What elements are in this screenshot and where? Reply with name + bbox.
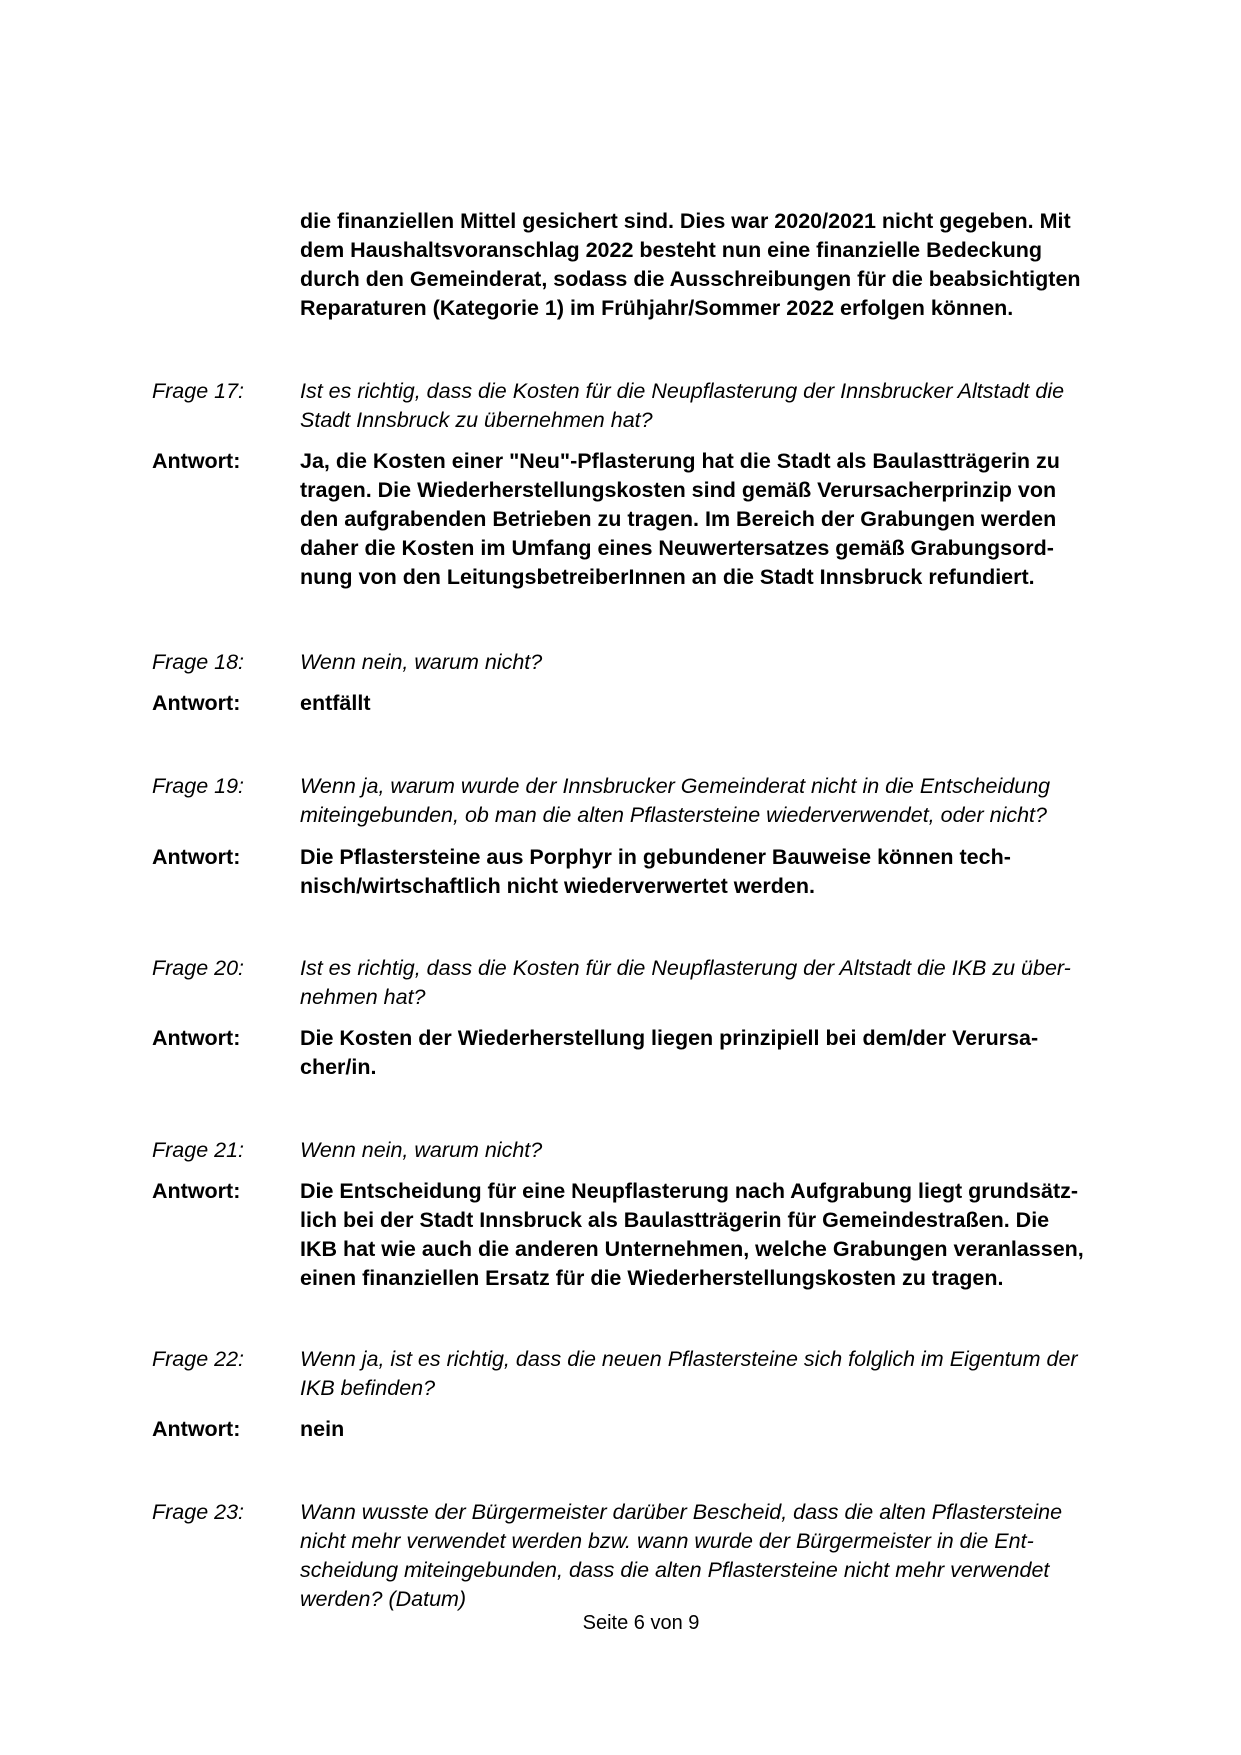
- answer-text: [300, 1415, 1132, 1444]
- answer-line: Die Entscheidung für eine Neupflasterung nach Aufgrabung liegt grundsätz-: [300, 1179, 1079, 1203]
- question-label: Frage 19:: [152, 774, 245, 798]
- question-text: [300, 648, 1132, 677]
- lead-paragraph: [300, 207, 1130, 323]
- question-line: Ist es richtig, dass die Kosten für die Neupflasterung der Innsbrucker Altstadt die: [300, 379, 1065, 403]
- answer-line: tragen. Die Wiederherstellungskosten sind gemäß Verursacherprinzip von: [300, 478, 1057, 502]
- question-label: Frage 23:: [152, 1500, 245, 1524]
- question-text: [300, 1345, 1132, 1403]
- answer-line: daher die Kosten im Umfang eines Neuwertersatzes gemäß Grabungsord-: [300, 536, 1054, 560]
- question-text: [300, 772, 1132, 830]
- answer-text: [300, 447, 1132, 592]
- question-line: werden? (Datum): [300, 1587, 467, 1611]
- answer-line: nung von den LeitungsbetreiberInnen an die Stadt Innsbruck refundiert.: [300, 565, 1035, 589]
- answer-line: IKB hat wie auch die anderen Unternehmen, welche Grabungen veranlassen,: [300, 1237, 1084, 1261]
- answer-label: Antwort:: [152, 449, 241, 473]
- answer-line: entfällt: [300, 691, 371, 715]
- answer-line: nisch/wirtschaftlich nicht wiederverwertet werden.: [300, 874, 815, 898]
- answer-line: Die Pflastersteine aus Porphyr in gebundener Bauweise können tech-: [300, 845, 1011, 869]
- answer-line: Die Kosten der Wiederherstellung liegen prinzipiell bei dem/der Verursa-: [300, 1026, 1039, 1050]
- answer-text: [300, 843, 1132, 901]
- question-line: Wenn nein, warum nicht?: [300, 1138, 543, 1162]
- question-line: nehmen hat?: [300, 985, 426, 1009]
- question-line: Ist es richtig, dass die Kosten für die Neupflasterung der Altstadt die IKB zu über-: [300, 956, 1071, 980]
- question-label: Frage 17:: [152, 379, 245, 403]
- question-text: [300, 1498, 1132, 1614]
- answer-line: Ja, die Kosten einer "Neu"-Pflasterung hat die Stadt als Baulastträgerin zu: [300, 449, 1060, 473]
- lead-line: durch den Gemeinderat, sodass die Ausschreibungen für die beabsichtigten: [300, 267, 1081, 291]
- answer-text: [300, 1024, 1132, 1082]
- question-line: Wann wusste der Bürgermeister darüber Bescheid, dass die alten Pflastersteine: [300, 1500, 1063, 1524]
- question-line: nicht mehr verwendet werden bzw. wann wurde der Bürgermeister in die Ent-: [300, 1529, 1034, 1553]
- answer-line: nein: [300, 1417, 345, 1441]
- question-line: IKB befinden?: [300, 1376, 436, 1400]
- answer-label: Antwort:: [152, 691, 241, 715]
- answer-line: einen finanziellen Ersatz für die Wiederherstellungskosten zu tragen.: [300, 1266, 1004, 1290]
- question-text: [300, 377, 1132, 435]
- answer-line: den aufgrabenden Betrieben zu tragen. Im Bereich der Grabungen werden: [300, 507, 1057, 531]
- answer-line: lich bei der Stadt Innsbruck als Baulastträgerin für Gemeindestraßen. Die: [300, 1208, 1050, 1232]
- answer-text: [300, 689, 1132, 718]
- lead-line: dem Haushaltsvoranschlag 2022 besteht nun eine finanzielle Bedeckung: [300, 238, 1042, 262]
- question-label: Frage 22:: [152, 1347, 245, 1371]
- question-text: [300, 1136, 1132, 1165]
- answer-label: Antwort:: [152, 1179, 241, 1203]
- question-line: Stadt Innsbruck zu übernehmen hat?: [300, 408, 653, 432]
- question-line: Wenn nein, warum nicht?: [300, 650, 543, 674]
- page-number-footer: Seite 6 von 9: [582, 1612, 700, 1634]
- answer-line: cher/in.: [300, 1055, 377, 1079]
- question-label: Frage 18:: [152, 650, 245, 674]
- question-line: miteingebunden, ob man die alten Pflastersteine wiederverwendet, oder nicht?: [300, 803, 1047, 827]
- question-label: Frage 20:: [152, 956, 245, 980]
- answer-label: Antwort:: [152, 1026, 241, 1050]
- question-label: Frage 21:: [152, 1138, 245, 1162]
- question-line: Wenn ja, warum wurde der Innsbrucker Gemeinderat nicht in die Entscheidung: [300, 774, 1051, 798]
- lead-line: die finanziellen Mittel gesichert sind. Dies war 2020/2021 nicht gegeben. Mit: [300, 209, 1071, 233]
- answer-text: [300, 1177, 1132, 1293]
- answer-label: Antwort:: [152, 1417, 241, 1441]
- question-text: [300, 954, 1132, 1012]
- lead-line: Reparaturen (Kategorie 1) im Frühjahr/Sommer 2022 erfolgen können.: [300, 296, 1014, 320]
- answer-label: Antwort:: [152, 845, 241, 869]
- question-line: Wenn ja, ist es richtig, dass die neuen Pflastersteine sich folglich im Eigentum der: [300, 1347, 1078, 1371]
- question-line: scheidung miteingebunden, dass die alten Pflastersteine nicht mehr verwendet: [300, 1558, 1050, 1582]
